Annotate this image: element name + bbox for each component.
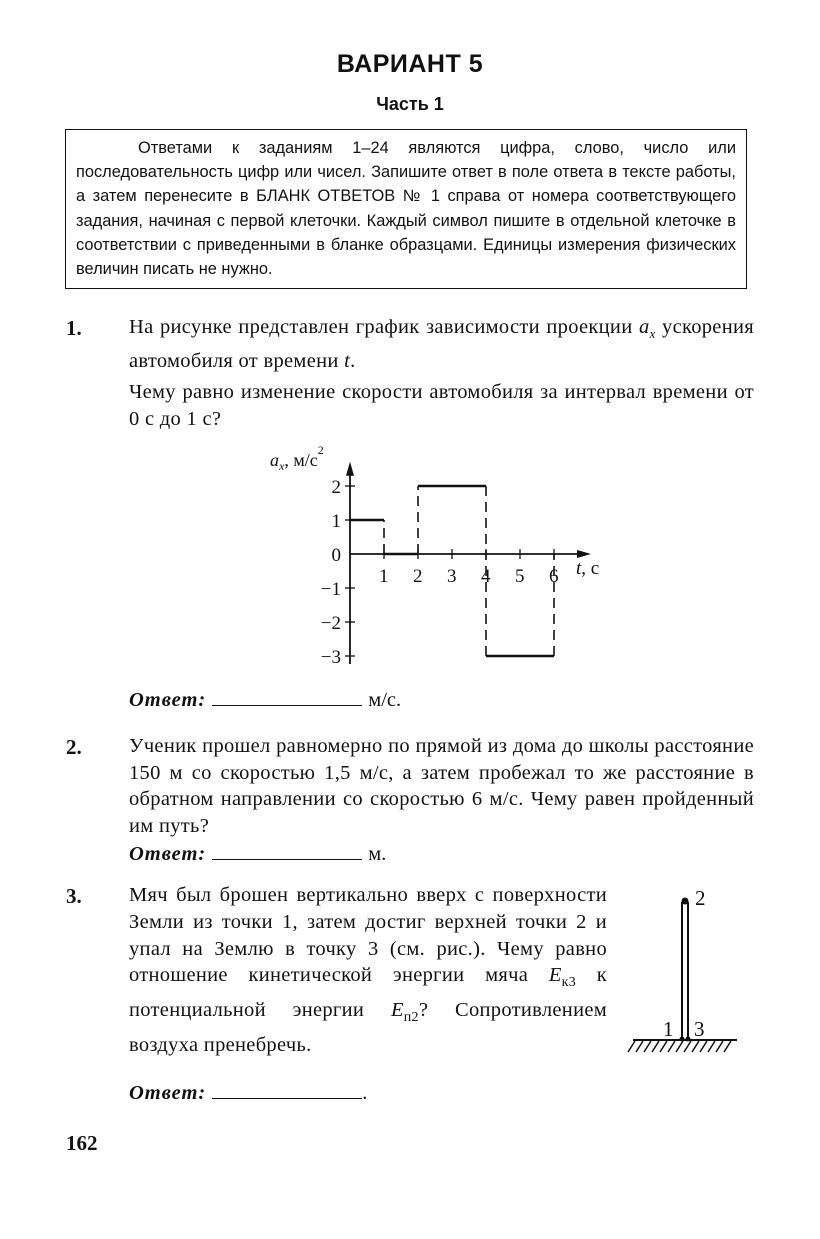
x-axis-label-part: t — [576, 558, 582, 579]
answer-1-field[interactable] — [212, 689, 362, 706]
x-axis-label — [576, 558, 599, 579]
hatch-stroke — [652, 1041, 659, 1052]
y-axis-label-part: a — [270, 450, 279, 470]
x-axis-arrow — [577, 550, 591, 558]
y-tick-label: 2 — [331, 477, 341, 498]
acceleration-chart — [260, 440, 620, 680]
answer-2-field[interactable] — [212, 843, 362, 860]
x-tick-label: 6 — [549, 566, 559, 587]
instructions-text: Ответами к заданиям 1–24 являются цифра, слово, число или последовательность цифр или чисел. Запишите ответ в поле ответа в тексте работы, а затем перенесите в БЛАНК ОТВЕТОВ № 1 справа от номера соответствующего задания, начиная с первой клеточки. Каждый символ пишите в отдельной клеточке в соответствии с приведенными в бланке образцами. Единицы измерения физических величин писать не нужно. — [76, 139, 736, 279]
problem-2-number: 2. — [66, 735, 82, 759]
hatch-stroke — [628, 1041, 635, 1052]
point-2-marker — [682, 898, 689, 905]
y-axis-label-part: 2 — [317, 443, 324, 457]
x-tick-label: 1 — [379, 566, 389, 587]
y-tick-label: 1 — [331, 511, 341, 532]
x-tick-label: 5 — [515, 566, 525, 587]
problem-2-answer: Ответ: м. — [129, 843, 387, 865]
problem-3-text: Мяч был брошен вертикально вверх с поверхности Земли из точки 1, затем достиг верхней точки 2 и упал на Землю в точку 3 (см. рис.). Чему равно отношение кинетической энергии мяча $E_{к3}$ к потенциальной энергии $E_{п2}$? Сопротивлением воздуха пренебречь. — [129, 884, 608, 1057]
hatch-stroke — [684, 1041, 691, 1052]
y-axis-label — [270, 443, 324, 473]
y-tick-label: −2 — [320, 613, 341, 634]
hatch-stroke — [716, 1041, 723, 1052]
problem-2-text: Ученик прошел равномерно по прямой из дома до школы расстояние 150 м со скоростью 1,5 м/с, а затем пробежал то же расстояние в обратном направлении со скоростью 6 м/с. Чему равен пройденный им путь? — [129, 735, 754, 837]
label-point-3: 3 — [694, 1017, 705, 1041]
y-axis-arrow — [346, 462, 354, 476]
hatch-stroke — [668, 1041, 675, 1052]
y-tick-label: −1 — [320, 579, 341, 600]
y-tick-label: −3 — [320, 647, 341, 668]
hatch-stroke — [724, 1041, 731, 1052]
x-axis-label-part: , с — [581, 558, 600, 579]
problem-1-answer: Ответ: м/с. — [129, 689, 402, 711]
ground-hatching — [628, 1041, 731, 1052]
x-tick-label: 3 — [447, 566, 457, 587]
label-point-2: 2 — [695, 886, 706, 910]
hatch-stroke — [660, 1041, 667, 1052]
ball-trajectory-figure — [625, 880, 750, 1060]
problem-3-number: 3. — [66, 884, 82, 908]
problem-1-question: Чему равно изменение скорости автомобиля за интервал времени от 0 с до 1 с? — [129, 381, 754, 430]
hatch-stroke — [700, 1041, 707, 1052]
page-number: 162 — [66, 1131, 98, 1155]
hatch-stroke — [708, 1041, 715, 1052]
hatch-stroke — [692, 1041, 699, 1052]
y-axis-label-part: x — [279, 459, 285, 473]
hatch-stroke — [676, 1041, 683, 1052]
page-title: ВАРИАНТ 5 — [336, 50, 484, 78]
problem-1-text: На рисунке представлен график зависимости проекции $a_x$ ускорения автомобиля от времени t. — [129, 316, 754, 372]
x-tick-label: 2 — [413, 566, 423, 587]
hatch-stroke — [644, 1041, 651, 1052]
part-heading: Часть 1 — [376, 94, 444, 114]
label-point-1: 1 — [663, 1017, 674, 1041]
instructions-box — [65, 129, 747, 289]
y-tick-label: 0 — [331, 545, 341, 566]
y-axis-label-part: , м/с — [284, 450, 318, 470]
hatch-stroke — [636, 1041, 643, 1052]
answer-3-field[interactable] — [212, 1082, 362, 1099]
problem-1-number: 1. — [66, 316, 82, 340]
problem-3-answer: Ответ: . — [129, 1082, 368, 1104]
x-tick-label: 4 — [481, 566, 491, 587]
